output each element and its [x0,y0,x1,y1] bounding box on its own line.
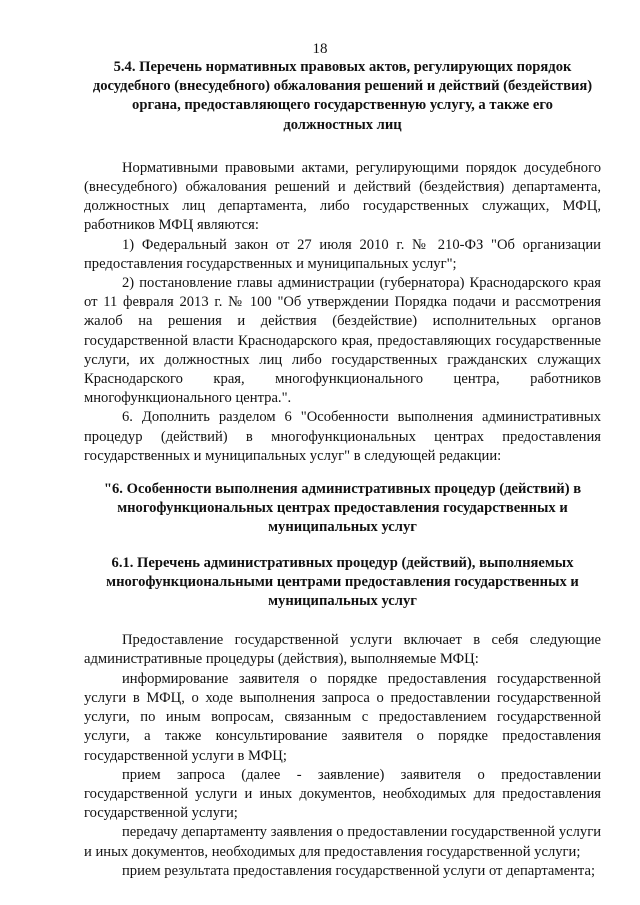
section-6-heading: "6. Особенности выполнения административных процедур (действий) в многофункциональных центрах предоставления государственных и муниципальных услуг [103,481,582,536]
section-5-4-paragraph-1: Нормативными правовыми актами, регулирующими порядок досудебного (внесудебного) обжалования решений и действий (бездействия) департамента, должностных лиц департамента, либо государственных служащих, МФЦ, работников МФЦ являются: [84,159,601,234]
section-5-4-paragraph-2: 1) Федеральный закон от 27 июля 2010 г. № 210-ФЗ "Об организации предоставления государственных и муниципальных услуг"; [84,236,601,272]
page-content [84,58,601,881]
spacer [84,538,601,554]
section-6-1-paragraph-1: Предоставление государственной услуги включает в себя следующие административные процедуры (действия), выполняемые МФЦ: [84,632,601,668]
spacer [84,466,601,480]
page-number: 18 [312,41,328,57]
section-6-1-paragraph-2: информирование заявителя о порядке предоставления государственной услуги в МФЦ, о ходе выполнения запроса о предоставлении государственной услуги, по иным вопросам, связанным с предоставлением государственной услуги, а также консультирование заявителя о порядке предоставления государственной услуги в МФЦ; [84,670,601,764]
section-6-1-paragraph-5: прием результата предоставления государственной услуги от департамента; [122,862,596,879]
spacer [84,611,601,631]
section-6-1-paragraph-3: прием запроса (далее - заявление) заявителя о предоставлении государственной услуги и иных документов, необходимых для предоставления государственной услуги; [84,766,601,822]
section-5-4-paragraph-4: 6. Дополнить разделом 6 "Особенности выполнения административных процедур (действий) в многофункциональных центрах предоставления государственных и муниципальных услуг" в следующей редакции: [84,409,601,464]
section-5-4-paragraph-3: 2) постановление главы администрации (губернатора) Краснодарского края от 11 февраля 2013 г. № 100 "Об утверждении Порядка подачи и рассмотрения жалоб на решения и действия (бездействие) исполнительных органов государственной власти Краснодарского края, предоставляющих государственные услуги, их должностных лиц либо государственных гражданских служащих Краснодарского края, многофункционального центра, работников многофункционального центра.". [84,275,601,407]
section-5-4-heading: 5.4. Перечень нормативных правовых актов, регулирующих порядок досудебного (внесудебного) обжалования решений и действий (бездействия) органа, предоставляющего государственную услугу, а также его должностных лиц [92,59,593,133]
spacer [84,135,601,159]
section-6-1-paragraph-4: передачу департаменту заявления о предоставлении государственной услуги и иных документов, необходимых для предоставления государственной услуги; [84,824,601,860]
section-6-1-heading: 6.1. Перечень административных процедур (действий), выполняемых многофункциональными центрами предоставления государственных и муниципальных услуг [106,554,579,610]
